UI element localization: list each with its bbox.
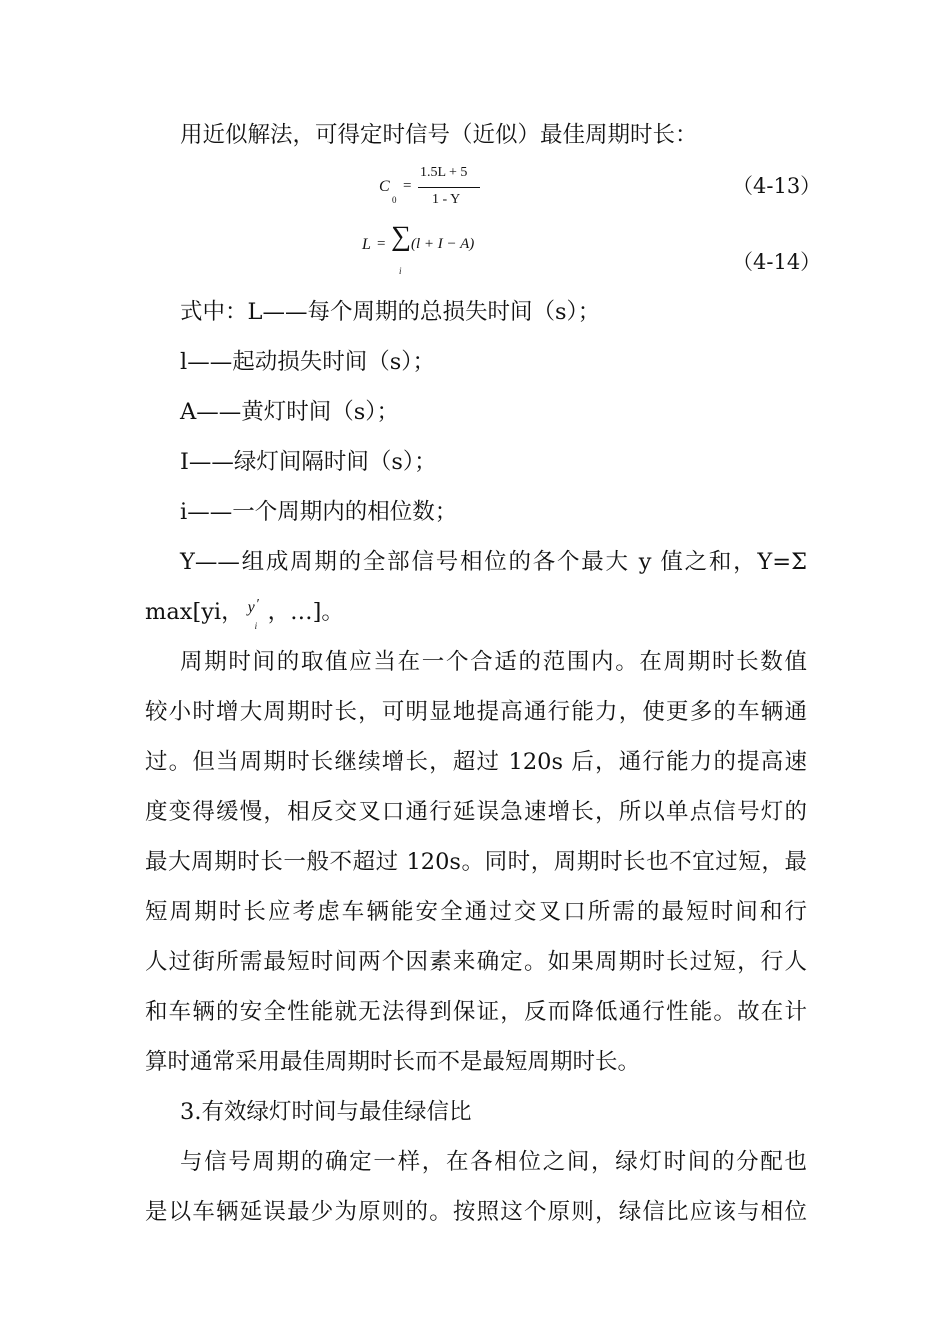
y-prime-symbol	[244, 597, 268, 631]
para1-line-3: 过。但当周期时长继续增长，超过 120s 后，通行能力的提高速	[145, 749, 807, 775]
para1-line-2: 较小时增大周期时长，可明显地提高通行能力，使更多的车辆通	[145, 699, 807, 725]
eq2-body: (l + I − A)	[411, 236, 475, 252]
intro-text: 用近似解法，可得定时信号（近似）最佳周期时长：	[180, 122, 698, 148]
eq2-sum-symbol: ∑	[391, 221, 411, 252]
para1-line-9: 算时通常采用最佳周期时长而不是最短周期时长。	[145, 1049, 641, 1075]
def-line-2: l——起动损失时间（s）；	[180, 349, 435, 375]
def-line-5: i——一个周期内的相位数；	[180, 499, 458, 525]
para1-line-5: 最大周期时长一般不超过 120s。同时，周期时长也不宜过短，最	[145, 849, 807, 875]
eq1-lhs-sub: 0	[392, 195, 397, 205]
eq1-lhs: C	[379, 178, 390, 195]
eq1-denominator: 1 - Y	[432, 192, 461, 207]
eq1-numerator: 1.5L + 5	[420, 165, 468, 180]
def-line-3: A——黄灯时间（s）；	[180, 399, 400, 425]
def-line-6: Y——组成周期的全部信号相位的各个最大 y 值之和，Y=Σ	[180, 549, 807, 575]
def-line-1: 式中：L——每个周期的总损失时间（s）；	[180, 299, 601, 325]
eq1-fraction-bar	[418, 187, 480, 188]
para1-line-7: 人过街所需最短时间两个因素来确定。如果周期时长过短，行人	[145, 949, 807, 975]
para2-line-1: 与信号周期的确定一样，在各相位之间，绿灯时间的分配也	[180, 1149, 807, 1175]
para1-line-1: 周期时间的取值应当在一个合适的范围内。在周期时长数值	[180, 649, 807, 675]
y-prime-sub: i	[254, 621, 258, 631]
eq1-number: （4-13）	[732, 174, 822, 198]
def-line-4: I——绿灯间隔时间（s）；	[180, 449, 437, 475]
para1-line-8: 和车辆的安全性能就无法得到保证，反而降低通行性能。故在计	[145, 999, 807, 1025]
para1-line-4: 度变得缓慢，相反交叉口通行延误急速增长，所以单点信号灯的	[145, 799, 807, 825]
section-heading: 3.有效绿灯时间与最佳绿信比	[180, 1099, 472, 1125]
max-line-suffix: ，…]。	[267, 599, 344, 625]
max-line-prefix: max[yi，	[145, 599, 244, 625]
eq2-equals: =	[377, 236, 386, 252]
eq1-equals: =	[403, 178, 412, 194]
para1-line-6: 短周期时长应考虑车辆能安全通过交叉口所需的最短时间和行	[145, 899, 807, 925]
eq2-sum-sub: i	[399, 266, 402, 276]
para2-line-2: 是以车辆延误最少为原则的。按照这个原则，绿信比应该与相位	[145, 1199, 807, 1225]
eq2-number: （4-14）	[732, 250, 822, 274]
eq2-lhs: L	[362, 236, 371, 253]
y-prime-mark: ′	[256, 597, 260, 612]
y-prime-y: y	[247, 599, 255, 616]
max-line	[145, 597, 807, 631]
